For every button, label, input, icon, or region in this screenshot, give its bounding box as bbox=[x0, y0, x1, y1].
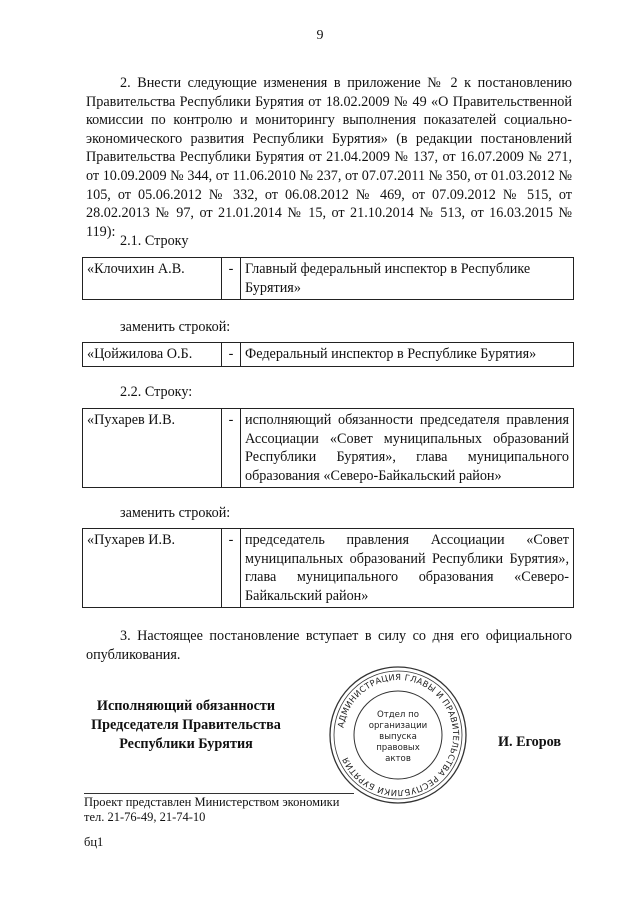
signatory-title-line: Председателя Правительства bbox=[91, 717, 281, 733]
paragraph-3 bbox=[86, 627, 572, 664]
member-position: исполняющий обязанности председателя правления Ассоциации «Совет муниципальных образований Республики Бурятия», глава муниципального образования «Северо-Байкальский район» bbox=[241, 409, 574, 488]
footer-divider bbox=[84, 793, 354, 794]
svg-text:выпуска: выпуска bbox=[379, 732, 417, 742]
member-position: председатель правления Ассоциации «Совет муниципальных образований Республики Бурятия», глава муниципального образования «Северо-Байкальский район» bbox=[241, 529, 574, 608]
signatory-name: И. Егоров bbox=[498, 734, 562, 750]
stamp-center-text bbox=[369, 710, 428, 764]
dash-cell: - bbox=[222, 343, 241, 367]
member-position: Федеральный инспектор в Республике Бурятия» bbox=[241, 343, 574, 367]
paragraph-2 bbox=[86, 74, 572, 241]
signatory-title-line: Исполняющий обязанности bbox=[96, 698, 276, 714]
svg-text:актов: актов bbox=[385, 754, 411, 764]
footer-ministry: Проект представлен Министерством экономики bbox=[84, 795, 340, 809]
paragraph-3-text: 3. Настоящее постановление вступает в силу со дня его официального опубликования. bbox=[86, 628, 572, 663]
member-name: «Пухарев И.В. bbox=[83, 409, 222, 488]
dash-cell: - bbox=[222, 409, 241, 488]
member-name: «Клочихин А.В. bbox=[83, 258, 222, 300]
member-position: Главный федеральный инспектор в Республике Бурятия» bbox=[241, 258, 574, 300]
footer-code: бц1 bbox=[84, 835, 104, 849]
label-replace-2: заменить строкой: bbox=[120, 505, 231, 521]
svg-text:Отдел по: Отдел по bbox=[376, 710, 420, 720]
label-replace-1: заменить строкой: bbox=[120, 319, 231, 335]
row-table-old-2 bbox=[82, 408, 574, 488]
paragraph-2-text: 2. Внести следующие изменения в приложение № 2 к постановлению Правительства Республики Бурятия от 18.02.2009 № 49 «О Правительственной комиссии по контролю и мониторингу выполнения показателей социально-экономического развития Республики Бурятия» (в редакции постановлений Правительства Республики Бурятия от 21.04.2009 № 137, от 16.07.2009 № 271, от 10.09.2009 № 344, от 11.06.2010 № 237, от 07.07.2011 № 350, от 01.03.2012 № 105, от 05.06.2012 № 332, от 06.08.2012 № 469, от 07.09.2012 № 515, от 28.02.2013 № 97, от 21.01.2014 № 15, от 21.10.2014 № 513, от 16.03.2015 № 119): bbox=[86, 75, 572, 240]
table-row bbox=[83, 529, 574, 608]
row-table-new-1 bbox=[82, 342, 574, 367]
label-2-2: 2.2. Строку: bbox=[120, 384, 193, 400]
label-2-1: 2.1. Строку bbox=[120, 233, 189, 249]
row-table-old-1 bbox=[82, 257, 574, 300]
table-row bbox=[83, 258, 574, 300]
dash-cell: - bbox=[222, 529, 241, 608]
footer-phone: тел. 21-76-49, 21-74-10 bbox=[84, 810, 206, 824]
stamp-ring-text: АДМИНИСТРАЦИЯ ГЛАВЫ И ПРАВИТЕЛЬСТВА РЕСПУБЛИКИ БУРЯТИЯ bbox=[335, 671, 462, 799]
row-table-new-2 bbox=[82, 528, 574, 608]
member-name: «Пухарев И.В. bbox=[83, 529, 222, 608]
table-row bbox=[83, 343, 574, 367]
signatory-title bbox=[86, 697, 286, 754]
member-name: «Цойжилова О.Б. bbox=[83, 343, 222, 367]
svg-text:организации: организации bbox=[368, 721, 428, 731]
official-stamp bbox=[327, 664, 469, 806]
svg-text:правовых: правовых bbox=[376, 743, 420, 753]
table-row bbox=[83, 409, 574, 488]
dash-cell: - bbox=[222, 258, 241, 300]
signatory-title-line: Республики Бурятия bbox=[119, 736, 253, 752]
page-number: 9 bbox=[316, 28, 324, 43]
